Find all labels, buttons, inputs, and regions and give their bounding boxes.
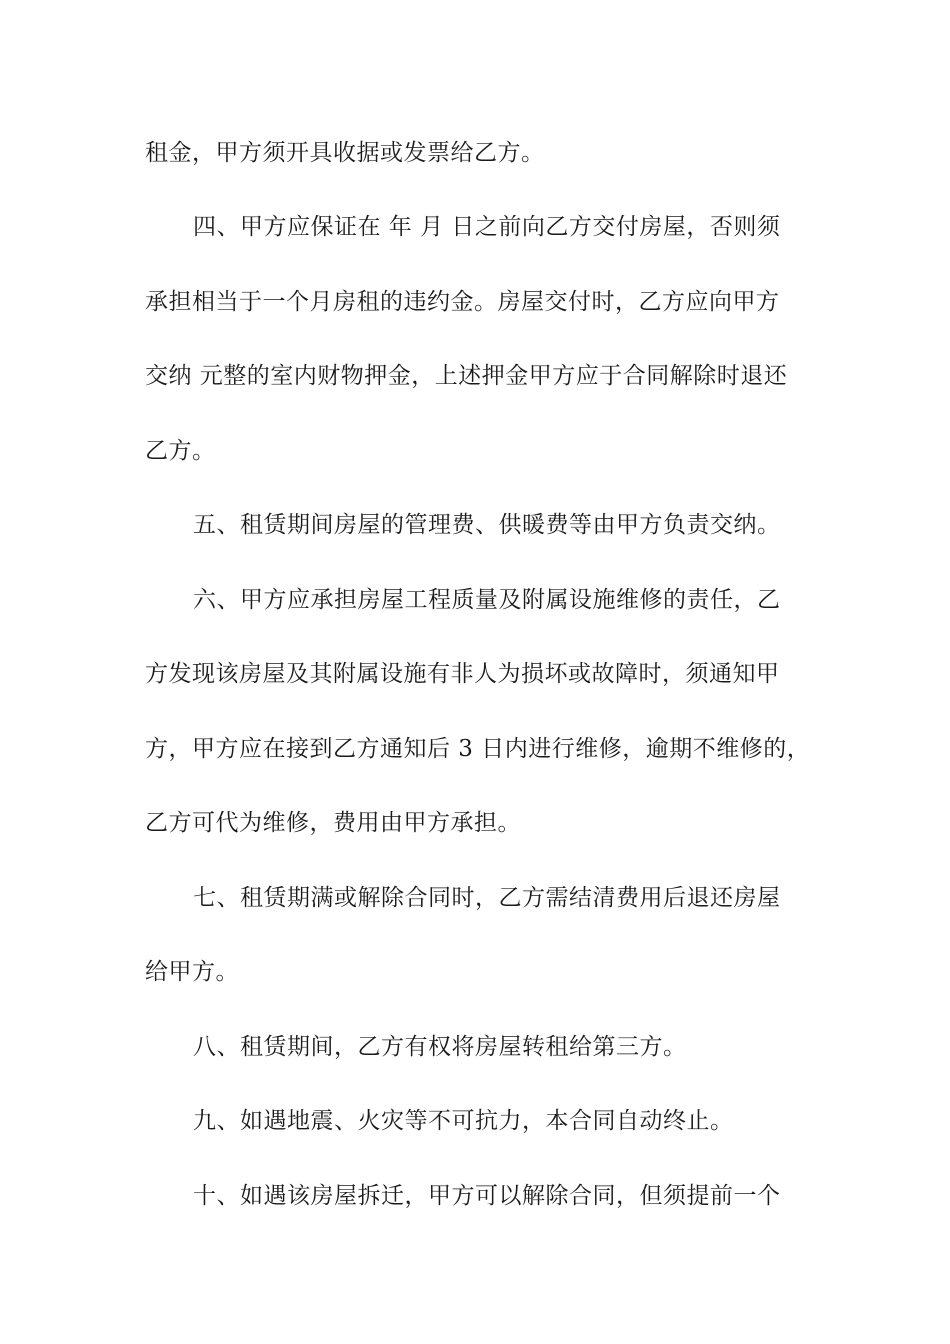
clause-4-line-4: 乙方。 <box>145 438 216 464</box>
clause-6-line-1: 六、甲方应承担房屋工程质量及附属设施维修的责任，乙 <box>193 587 781 613</box>
clause-7-line-1: 七、租赁期满或解除合同时，乙方需结清费用后退还房屋 <box>193 885 781 911</box>
clause-5: 五、租赁期间房屋的管理费、供暖费等由甲方负责交纳。 <box>193 512 781 538</box>
clause-10-line-1: 十、如遇该房屋拆迁，甲方可以解除合同，但须提前一个 <box>193 1183 781 1209</box>
clause-6-line-3: 方，甲方应在接到乙方通知后 3 日内进行维修，逾期不维修的， <box>145 736 811 762</box>
clause-4-line-2: 承担相当于一个月房租的违约金。房屋交付时，乙方应向甲方 <box>145 289 780 315</box>
clause-6-line-4: 乙方可代为维修，费用由甲方承担。 <box>145 810 521 836</box>
text-line-1: 租金，甲方须开具收据或发票给乙方。 <box>145 140 545 166</box>
clause-8: 八、租赁期间，乙方有权将房屋转租给第三方。 <box>193 1034 687 1060</box>
clause-4-line-1: 四、甲方应保证在 年 月 日之前向乙方交付房屋，否则须 <box>193 214 781 240</box>
clause-6-line-2: 方发现该房屋及其附属设施有非人为损坏或故障时，须通知甲 <box>145 661 780 687</box>
clause-7-line-2: 给甲方。 <box>145 959 239 985</box>
clause-4-line-3: 交纳 元整的室内财物押金，上述押金甲方应于合同解除时退还 <box>145 363 788 389</box>
clause-9: 九、如遇地震、火灾等不可抗力，本合同自动终止。 <box>193 1108 734 1134</box>
